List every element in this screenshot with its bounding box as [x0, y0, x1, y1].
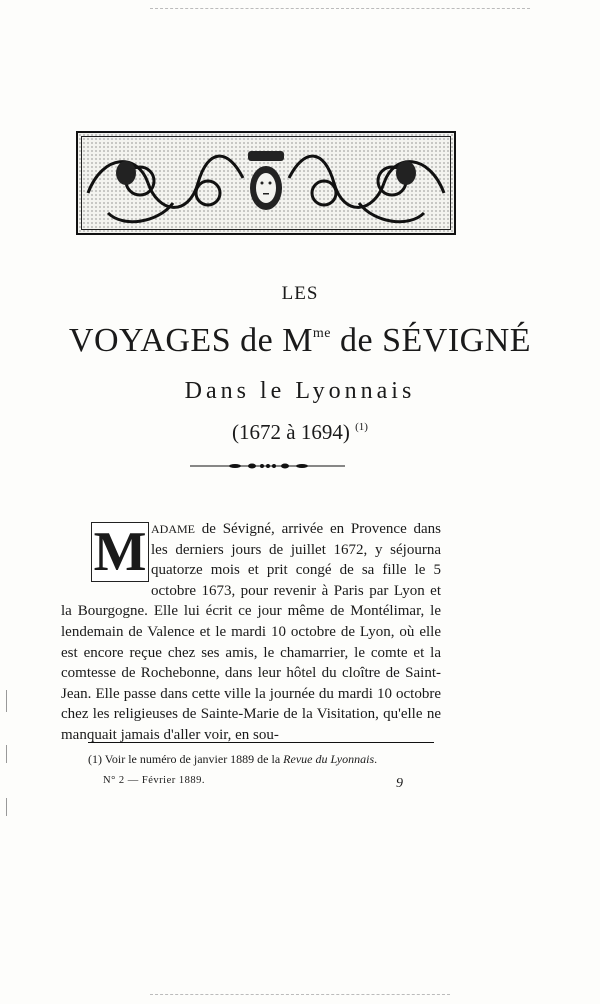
page-title: VOYAGES de $M^{me}$ de SÉVIGNÉ: [68, 322, 532, 359]
divider-ornament-icon: [190, 460, 345, 472]
margin-mark: [6, 745, 7, 763]
date-range: (1672 à 1694) $^{(1)}$: [232, 420, 368, 444]
footnote: (1) Voir le numéro de janvier 1889 de la Revue du Lyonnais.: [88, 752, 378, 766]
scan-edge-bottom: [150, 994, 450, 995]
issue-info: N° 2 — Février 1889.: [103, 775, 205, 786]
margin-mark: [6, 798, 7, 816]
page-number: 9: [396, 776, 403, 791]
drop-cap: M: [91, 522, 149, 582]
ornamental-headpiece: [76, 131, 456, 235]
footnote-marker: (1): [355, 421, 368, 433]
margin-mark: [6, 690, 7, 712]
body-paragraph: ADAME de Sévigné, arrivée en Provence dans les derniers jours de juillet 1672, y séjourna quatorze mois et prit congé de sa fille le 5 octobre 1673, pour revenir à Paris par Lyon et la Bourgogne. Elle lui écrit ce jour même de Montélimar, le lendemain de Valence et le mardi 10 octobre de Lyon, où elle est encore reçue chez ses amis, le chamarrier, le comte et la comtesse de Rochebonne, dans leur hôtel du cloître de Saint-Jean. Elle passe dans cette ville la journée du mardi 10 octobre chez les religieuses de Sainte-Marie de la Visitation, qu'elle ne manquait jamais d'aller voir, en sou-: [61, 521, 442, 743]
scroll-ornament-icon: [78, 133, 454, 233]
scan-edge-top: [150, 8, 530, 9]
footnote-rule: [88, 742, 434, 743]
subtitle: Dans le Lyonnais: [184, 378, 416, 404]
title-prefix: LES: [281, 283, 319, 304]
